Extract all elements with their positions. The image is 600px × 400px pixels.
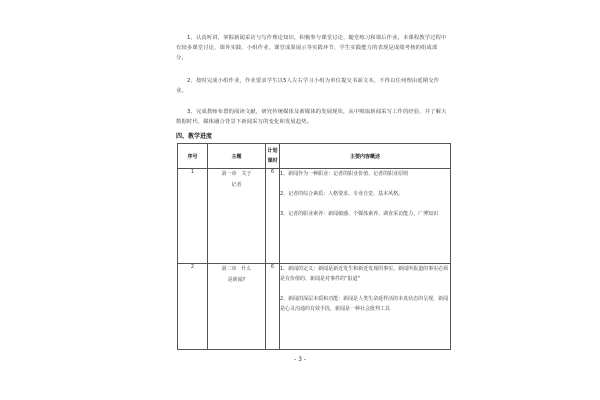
requirement-paragraph-1: 1、认真听讲，掌握新闻采访与写作理论知识，积极参与课堂讨论、随堂练习和课后作业。本课程教学过程中有较多课堂讨论、课外实践、小组作业，课堂成果展示等实践环节，学生实践能力的表现是成绩考核的组成部分。	[176, 35, 447, 62]
row-topic-line2: 记者	[231, 182, 242, 188]
page-number: - 3 -	[294, 356, 306, 363]
teaching-schedule-table	[177, 143, 451, 350]
table-row	[178, 169, 451, 264]
header-hours-line1: 计划	[267, 148, 278, 154]
header-index: 序号	[178, 144, 208, 169]
content-item: 1、新闻的定义：新闻是新近发生和新近发现的事实、新闻所报道的事实必须是有价值的、新闻是对事件的“报道”	[280, 266, 449, 282]
row-topic	[208, 169, 266, 264]
row-topic-line1: 第二章 什么	[221, 266, 252, 272]
row-index: 1	[178, 169, 208, 264]
header-hours	[266, 144, 280, 169]
content-item: 2、记者的综合素质：人格要求、专业自觉、基本风格。	[280, 191, 404, 197]
row-content	[280, 264, 451, 350]
header-hours-line2: 课时	[267, 158, 278, 164]
row-topic-line2: 是新闻?	[227, 277, 246, 283]
section-heading-teaching-schedule: 四、教学进度	[176, 133, 213, 140]
row-hours: 6	[266, 169, 280, 264]
row-hours: 6	[266, 264, 280, 350]
row-topic	[208, 264, 266, 350]
row-content	[280, 169, 451, 264]
header-topic: 主题	[208, 144, 266, 169]
table-header-row	[178, 144, 451, 169]
requirement-paragraph-3: 3、完成教师布置的阅读文献，研究传统媒体及新媒体的发展现状，从中吸取新闻采写工作的经验，并了解大数据时代、媒体融合背景下新闻采写的变化和发展趋势。	[176, 109, 447, 126]
requirement-paragraph-2: 2、按时完成小组作业，作业要求学生以5人左右学习小组为单位提交书面文本，不得以任何理由延期交作业。	[176, 78, 440, 95]
table-row	[178, 264, 451, 350]
content-item: 2、新闻的深层本质和功能：新闻是人类生命延样活的本真状态的呈现，新闻是心灵沟通的有效手段，新闻是一种社会批判工具	[280, 296, 449, 312]
header-content: 主要内容概述	[280, 144, 451, 169]
row-topic-line1: 第一章 关于	[221, 171, 252, 177]
content-item: 1、新闻作为一种职业：记者的职业价值、记者的职业原则	[280, 171, 409, 177]
content-item: 3、记者的职业素养：新闻敏感、个媒体素养、调查采访能力、广博知识	[280, 211, 439, 217]
row-index: 2	[178, 264, 208, 350]
